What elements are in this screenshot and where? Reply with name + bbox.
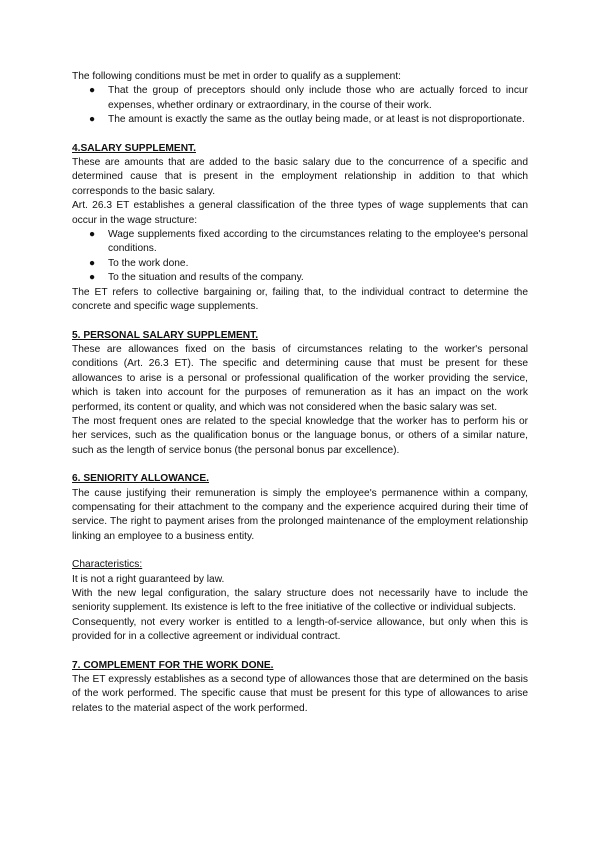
list-item: ● To the work done. [72,257,528,271]
intro-lead: The following conditions must be met in order to qualify as a supplement: [72,71,402,82]
supplement-types-list [72,228,528,286]
section-heading-seniority-allowance: 6. SENIORITY ALLOWANCE. [72,473,209,485]
paragraph: The ET expressly establishes as a second type of allowances those that are determined on the basis of the work performed. The specific cause that must be present for this type of allowances to arise relates to the material aspect of the work performed. [72,674,528,714]
paragraph: These are allowances fixed on the basis of circumstances relating to the worker's personal conditions (Art. 26.3 ET). The specific and determining cause that must be present for these allowances to arise is a personal or professional qualification of the worker providing the service, which is taken into account for the purposes of remuneration as it has an impact on the work performed, its content or quality, and which was not considered when the basic salary was set. [72,343,528,413]
bullet-icon: ● [89,257,96,269]
list-item: ● To the situation and results of the company. [72,271,528,285]
paragraph: Consequently, not every worker is entitled to a length-of-service allowance, but only when this is provided for in a collective agreement or individual contract. [72,616,528,643]
paragraph: Art. 26.3 ET establishes a general classification of the three types of wage supplements that can occur in the wage structure: [72,200,528,226]
bullet-icon: ● [89,85,96,97]
paragraph: The most frequent ones are related to the special knowledge that the worker has to perform his or her services, such as the qualification bonus or the language bonus, or others of a similar nature, such as the length of service bonus (the personal bonus par excellence). [72,415,528,456]
paragraph: The cause justifying their remuneration is simply the employee's permanence within a company, compensating for their attachment to the company and the experience acquired during their time of service. The right to payment arises from the prolonged maintenance of the employment relationship linking an employee to a business entity. [72,487,528,542]
bullet-icon: ● [89,114,96,126]
list-item: ● Wage supplements fixed according to the circumstances relating to the employee's personal conditions. [89,229,528,255]
section-heading-personal-salary-supplement: 5. PERSONAL SALARY SUPPLEMENT. [72,329,259,341]
paragraph: These are amounts that are added to the basic salary due to the concurrence of a specific and determined cause that is present in the employment relationship in addition to that which corresponds to the basic salary. [72,157,528,197]
paragraph: It is not a right guaranteed by law. [72,573,225,585]
list-item: ● That the group of preceptors should only include those who are actually forced to incur expenses, whether ordinary or extraordinary, in the course of their work. [89,85,528,111]
intro-bullet-list [72,84,528,127]
bullet-icon: ● [89,272,96,284]
paragraph: The ET refers to collective bargaining or, failing that, to the individual contract to determine the concrete and specific wage supplements. [72,286,528,313]
characteristics-label: Characteristics: [72,559,143,571]
list-item: ● The amount is exactly the same as the outlay being made, or at least is not disproportionate. [72,113,528,127]
section-heading-salary-supplement: 4.SALARY SUPPLEMENT. [72,142,196,154]
paragraph: With the new legal configuration, the salary structure does not necessarily have to include the seniority supplement. Its existence is left to the free initiative of the collective or individual subjects. [72,588,528,614]
section-heading-complement-work-done: 7. COMPLEMENT FOR THE WORK DONE. [72,659,274,671]
bullet-icon: ● [89,229,96,241]
